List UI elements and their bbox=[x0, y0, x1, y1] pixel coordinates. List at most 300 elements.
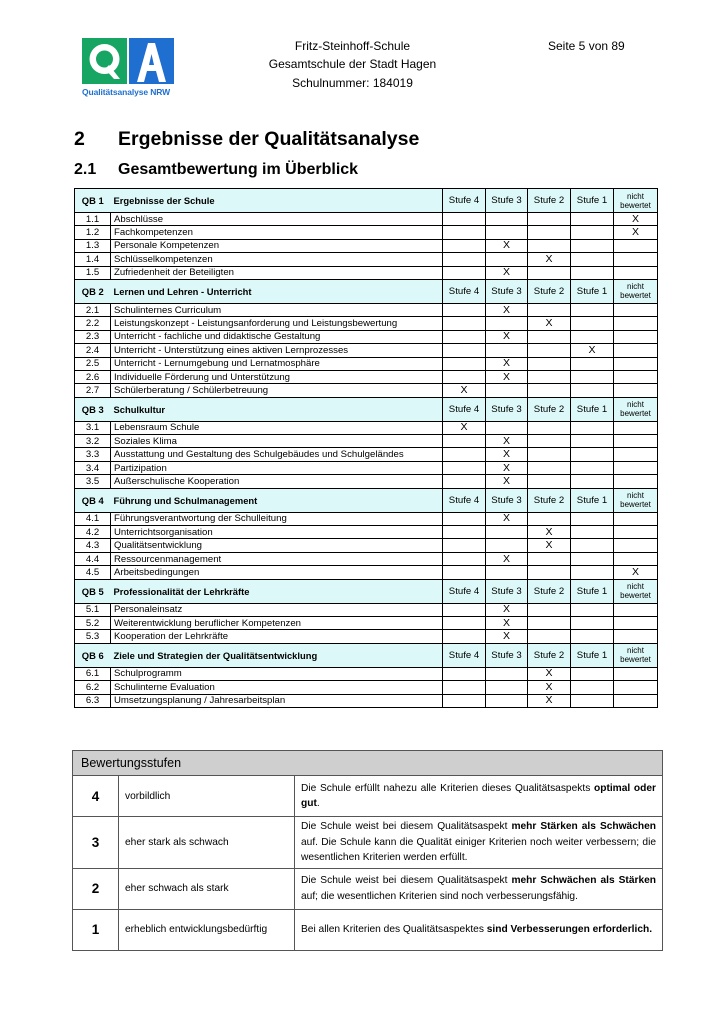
group-code: QB 5 bbox=[75, 579, 111, 603]
rating-cell-empty bbox=[614, 461, 658, 474]
rating-cell-empty bbox=[443, 552, 486, 565]
criterion-name: Schulprogramm bbox=[111, 667, 443, 680]
criterion-name: Personaleinsatz bbox=[111, 603, 443, 616]
rating-cell-empty bbox=[614, 435, 658, 448]
group-header-row bbox=[75, 397, 658, 421]
criterion-row bbox=[75, 603, 658, 616]
rating-cell-empty bbox=[443, 461, 486, 474]
rating-cell-empty bbox=[443, 667, 486, 680]
rating-column-header: nicht bewertet bbox=[614, 488, 658, 512]
rating-mark: X bbox=[486, 303, 528, 316]
criterion-name: Arbeitsbedingungen bbox=[111, 566, 443, 579]
rating-column-header: Stufe 4 bbox=[443, 279, 486, 303]
rating-cell-empty bbox=[443, 253, 486, 266]
rating-cell-empty bbox=[443, 370, 486, 383]
rating-mark: X bbox=[486, 461, 528, 474]
group-code: QB 2 bbox=[75, 279, 111, 303]
rating-cell-empty bbox=[614, 630, 658, 643]
criterion-row bbox=[75, 526, 658, 539]
rating-column-header: Stufe 4 bbox=[443, 643, 486, 667]
criterion-row bbox=[75, 213, 658, 226]
criterion-name: Schülerberatung / Schülerbetreuung bbox=[111, 384, 443, 397]
rating-cell-empty bbox=[486, 213, 528, 226]
criterion-row bbox=[75, 384, 658, 397]
criterion-name: Abschlüsse bbox=[111, 213, 443, 226]
rating-cell-empty bbox=[614, 384, 658, 397]
rating-cell-empty bbox=[528, 512, 571, 525]
rating-mark: X bbox=[486, 475, 528, 488]
rating-cell-empty bbox=[614, 512, 658, 525]
rating-cell-empty bbox=[571, 421, 614, 434]
rating-cell-empty bbox=[528, 630, 571, 643]
rating-cell-empty bbox=[443, 317, 486, 330]
rating-column-header: Stufe 4 bbox=[443, 488, 486, 512]
rating-mark: X bbox=[486, 357, 528, 370]
rating-cell-empty bbox=[571, 512, 614, 525]
criterion-name: Weiterentwicklung beruflicher Kompetenzen bbox=[111, 616, 443, 629]
rating-cell-empty bbox=[443, 694, 486, 707]
rating-cell-empty bbox=[571, 448, 614, 461]
section-title: Ergebnisse der Qualitätsanalyse bbox=[118, 128, 420, 150]
criterion-name: Umsetzungsplanung / Jahresarbeitsplan bbox=[111, 694, 443, 707]
criterion-row bbox=[75, 448, 658, 461]
rating-cell-empty bbox=[443, 357, 486, 370]
rating-mark: X bbox=[528, 526, 571, 539]
rating-cell-empty bbox=[443, 512, 486, 525]
rating-mark: X bbox=[486, 239, 528, 252]
criterion-row bbox=[75, 552, 658, 565]
rating-cell-empty bbox=[443, 266, 486, 279]
rating-cell-empty bbox=[443, 213, 486, 226]
rating-cell-empty bbox=[614, 370, 658, 383]
rating-cell-empty bbox=[528, 357, 571, 370]
criterion-name: Schulinternes Curriculum bbox=[111, 303, 443, 316]
criterion-number: 3.5 bbox=[75, 475, 111, 488]
group-title: Ziele und Strategien der Qualitätsentwicklung bbox=[111, 643, 443, 667]
criterion-number: 4.3 bbox=[75, 539, 111, 552]
legend-level: 3 bbox=[73, 817, 119, 869]
rating-cell-empty bbox=[571, 253, 614, 266]
rating-cell-empty bbox=[443, 344, 486, 357]
criterion-number: 6.1 bbox=[75, 667, 111, 680]
rating-cell-empty bbox=[571, 539, 614, 552]
rating-cell-empty bbox=[571, 226, 614, 239]
rating-mark: X bbox=[614, 213, 658, 226]
rating-cell-empty bbox=[614, 681, 658, 694]
rating-column-header: nicht bewertet bbox=[614, 189, 658, 213]
criterion-row bbox=[75, 539, 658, 552]
rating-cell-empty bbox=[571, 213, 614, 226]
legend-row bbox=[73, 776, 663, 817]
rating-mark: X bbox=[528, 253, 571, 266]
rating-mark: X bbox=[614, 566, 658, 579]
page-number: Seite 5 von 89 bbox=[548, 39, 625, 53]
rating-cell-empty bbox=[614, 475, 658, 488]
rating-cell-empty bbox=[571, 552, 614, 565]
legend-level: 1 bbox=[73, 909, 119, 950]
school-name: Fritz-Steinhoff-Schule bbox=[294, 39, 411, 53]
desc-text: Die Schule weist bei diesem Qualitätsaspekt bbox=[301, 821, 512, 832]
rating-cell-empty bbox=[443, 448, 486, 461]
criterion-name: Unterricht - Unterstützung eines aktiven Lernprozesses bbox=[111, 344, 443, 357]
rating-cell-empty bbox=[571, 461, 614, 474]
rating-cell-empty bbox=[528, 616, 571, 629]
rating-cell-empty bbox=[614, 253, 658, 266]
legend-row bbox=[73, 909, 663, 950]
rating-mark: X bbox=[443, 421, 486, 434]
criterion-row bbox=[75, 667, 658, 680]
rating-cell-empty bbox=[571, 694, 614, 707]
legend-label: eher stark als schwach bbox=[119, 817, 295, 869]
criterion-row bbox=[75, 317, 658, 330]
rating-cell-empty bbox=[443, 226, 486, 239]
subsection-heading bbox=[74, 161, 358, 179]
rating-column-header: Stufe 2 bbox=[528, 397, 571, 421]
group-title: Professionalität der Lehrkräfte bbox=[111, 579, 443, 603]
criterion-name: Personale Kompetenzen bbox=[111, 239, 443, 252]
legend-label: eher schwach als stark bbox=[119, 868, 295, 909]
group-code: QB 6 bbox=[75, 643, 111, 667]
legend-description bbox=[295, 909, 663, 950]
legend-description bbox=[295, 817, 663, 869]
rating-mark: X bbox=[486, 512, 528, 525]
rating-cell-empty bbox=[528, 566, 571, 579]
criterion-number: 2.2 bbox=[75, 317, 111, 330]
rating-column-header: Stufe 2 bbox=[528, 579, 571, 603]
rating-column-header: Stufe 4 bbox=[443, 397, 486, 421]
legend-level: 4 bbox=[73, 776, 119, 817]
subsection-title: Gesamtbewertung im Überblick bbox=[118, 161, 359, 178]
rating-column-header: Stufe 3 bbox=[486, 488, 528, 512]
group-header-row bbox=[75, 279, 658, 303]
rating-column-header: Stufe 1 bbox=[571, 189, 614, 213]
rating-cell-empty bbox=[486, 344, 528, 357]
rating-cell-empty bbox=[571, 330, 614, 343]
desc-text: Die Schule weist bei diesem Qualitätsaspekt bbox=[301, 875, 512, 886]
rating-cell-empty bbox=[486, 384, 528, 397]
criterion-row bbox=[75, 253, 658, 266]
rating-cell-empty bbox=[571, 370, 614, 383]
criterion-row bbox=[75, 630, 658, 643]
desc-text: auf; die wesentlichen Kriterien sind noch verbesserungsfähig. bbox=[301, 890, 578, 902]
rating-column-header: Stufe 3 bbox=[486, 189, 528, 213]
criterion-number: 5.2 bbox=[75, 616, 111, 629]
desc-emphasis: mehr Schwächen als Stärken bbox=[511, 875, 656, 886]
desc-emphasis: sind Verbesserungen erforderlich. bbox=[486, 923, 653, 935]
rating-mark: X bbox=[486, 630, 528, 643]
rating-cell-empty bbox=[614, 667, 658, 680]
legend-row bbox=[73, 868, 663, 909]
legend-title: Bewertungsstufen bbox=[73, 751, 663, 776]
rating-column-header: Stufe 3 bbox=[486, 279, 528, 303]
rating-cell-empty bbox=[486, 667, 528, 680]
rating-column-header: Stufe 2 bbox=[528, 643, 571, 667]
desc-text: . bbox=[316, 798, 320, 809]
criterion-row bbox=[75, 694, 658, 707]
legend-label: erheblich entwicklungsbedürftig bbox=[119, 909, 295, 950]
criterion-row bbox=[75, 344, 658, 357]
rating-cell-empty bbox=[614, 239, 658, 252]
criterion-name: Individuelle Förderung und Unterstützung bbox=[111, 370, 443, 383]
rating-column-header: Stufe 3 bbox=[486, 579, 528, 603]
criterion-number: 4.4 bbox=[75, 552, 111, 565]
rating-cell-empty bbox=[614, 303, 658, 316]
rating-cell-empty bbox=[486, 694, 528, 707]
rating-mark: X bbox=[486, 603, 528, 616]
criterion-number: 1.5 bbox=[75, 266, 111, 279]
rating-mark: X bbox=[528, 694, 571, 707]
criterion-name: Führungsverantwortung der Schulleitung bbox=[111, 512, 443, 525]
legend-row bbox=[73, 817, 663, 869]
criterion-name: Zufriedenheit der Beteiligten bbox=[111, 266, 443, 279]
criterion-name: Soziales Klima bbox=[111, 435, 443, 448]
rating-column-header: Stufe 2 bbox=[528, 279, 571, 303]
criterion-row bbox=[75, 435, 658, 448]
criterion-name: Kooperation der Lehrkräfte bbox=[111, 630, 443, 643]
criterion-row bbox=[75, 461, 658, 474]
criterion-row bbox=[75, 475, 658, 488]
desc-text: Bei allen Kriterien des Qualitätsaspektes bbox=[301, 923, 487, 935]
rating-cell-empty bbox=[443, 603, 486, 616]
rating-cell-empty bbox=[443, 303, 486, 316]
criterion-number: 2.4 bbox=[75, 344, 111, 357]
rating-mark: X bbox=[614, 226, 658, 239]
criterion-number: 1.3 bbox=[75, 239, 111, 252]
criterion-row bbox=[75, 421, 658, 434]
group-title: Ergebnisse der Schule bbox=[111, 189, 443, 213]
desc-text: Die Schule erfüllt nahezu alle Kriterien dieses Qualitätsaspekts bbox=[301, 782, 594, 794]
rating-cell-empty bbox=[571, 317, 614, 330]
rating-cell-empty bbox=[614, 539, 658, 552]
rating-cell-empty bbox=[571, 357, 614, 370]
rating-mark: X bbox=[571, 344, 614, 357]
rating-cell-empty bbox=[571, 667, 614, 680]
group-code: QB 4 bbox=[75, 488, 111, 512]
desc-emphasis: mehr Stärken als Schwächen bbox=[511, 821, 656, 832]
rating-column-header: Stufe 1 bbox=[571, 643, 614, 667]
criterion-name: Ausstattung und Gestaltung des Schulgebäudes und Schulgeländes bbox=[111, 448, 443, 461]
rating-cell-empty bbox=[614, 552, 658, 565]
rating-cell-empty bbox=[443, 681, 486, 694]
rating-column-header: Stufe 2 bbox=[528, 488, 571, 512]
criterion-number: 1.1 bbox=[75, 213, 111, 226]
criterion-name: Ressourcenmanagement bbox=[111, 552, 443, 565]
rating-cell-empty bbox=[443, 616, 486, 629]
rating-mark: X bbox=[528, 681, 571, 694]
criterion-name: Unterrichtsorganisation bbox=[111, 526, 443, 539]
rating-cell-empty bbox=[614, 616, 658, 629]
rating-column-header: Stufe 1 bbox=[571, 279, 614, 303]
criterion-row bbox=[75, 370, 658, 383]
legend-label: vorbildlich bbox=[119, 776, 295, 817]
rating-mark: X bbox=[443, 384, 486, 397]
rating-cell-empty bbox=[528, 266, 571, 279]
rating-legend-table bbox=[72, 750, 663, 951]
rating-cell-empty bbox=[528, 461, 571, 474]
rating-cell-empty bbox=[528, 370, 571, 383]
rating-cell-empty bbox=[486, 253, 528, 266]
rating-cell-empty bbox=[486, 421, 528, 434]
rating-cell-empty bbox=[443, 239, 486, 252]
criterion-name: Schlüsselkompetenzen bbox=[111, 253, 443, 266]
rating-cell-empty bbox=[571, 616, 614, 629]
rating-cell-empty bbox=[571, 681, 614, 694]
rating-cell-empty bbox=[443, 630, 486, 643]
rating-cell-empty bbox=[486, 226, 528, 239]
rating-column-header: nicht bewertet bbox=[614, 397, 658, 421]
rating-cell-empty bbox=[571, 303, 614, 316]
group-title: Schulkultur bbox=[111, 397, 443, 421]
rating-column-header: Stufe 3 bbox=[486, 643, 528, 667]
desc-emphasis: optimal oder gut bbox=[301, 782, 657, 809]
rating-mark: X bbox=[486, 552, 528, 565]
rating-cell-empty bbox=[614, 448, 658, 461]
criterion-number: 2.6 bbox=[75, 370, 111, 383]
school-number: Schulnummer: 184019 bbox=[292, 76, 413, 90]
criterion-number: 6.2 bbox=[75, 681, 111, 694]
criterion-row bbox=[75, 681, 658, 694]
rating-cell-empty bbox=[528, 475, 571, 488]
criterion-number: 2.1 bbox=[75, 303, 111, 316]
rating-cell-empty bbox=[528, 384, 571, 397]
quality-results-table bbox=[74, 188, 658, 708]
criterion-name: Schulinterne Evaluation bbox=[111, 681, 443, 694]
criterion-row bbox=[75, 566, 658, 579]
criterion-row bbox=[75, 357, 658, 370]
rating-mark: X bbox=[486, 370, 528, 383]
rating-cell-empty bbox=[528, 421, 571, 434]
rating-cell-empty bbox=[571, 239, 614, 252]
rating-column-header: Stufe 4 bbox=[443, 189, 486, 213]
rating-mark: X bbox=[486, 448, 528, 461]
criterion-row bbox=[75, 266, 658, 279]
legend-description bbox=[295, 868, 663, 909]
criterion-number: 4.5 bbox=[75, 566, 111, 579]
rating-cell-empty bbox=[614, 603, 658, 616]
rating-mark: X bbox=[528, 667, 571, 680]
section-heading bbox=[74, 128, 419, 151]
criterion-number: 3.2 bbox=[75, 435, 111, 448]
group-header-row bbox=[75, 579, 658, 603]
criterion-number: 6.3 bbox=[75, 694, 111, 707]
logo-caption: Qualitätsanalyse NRW bbox=[82, 87, 171, 97]
criterion-number: 4.1 bbox=[75, 512, 111, 525]
criterion-number: 2.5 bbox=[75, 357, 111, 370]
criterion-number: 2.3 bbox=[75, 330, 111, 343]
criterion-number: 1.4 bbox=[75, 253, 111, 266]
criterion-name: Partizipation bbox=[111, 461, 443, 474]
group-header-row bbox=[75, 488, 658, 512]
rating-cell-empty bbox=[528, 435, 571, 448]
rating-cell-empty bbox=[443, 539, 486, 552]
criterion-number: 3.3 bbox=[75, 448, 111, 461]
rating-cell-empty bbox=[528, 239, 571, 252]
rating-column-header: nicht bewertet bbox=[614, 643, 658, 667]
criterion-number: 1.2 bbox=[75, 226, 111, 239]
legend-description bbox=[295, 776, 663, 817]
rating-cell-empty bbox=[614, 694, 658, 707]
rating-cell-empty bbox=[614, 421, 658, 434]
rating-column-header: Stufe 1 bbox=[571, 579, 614, 603]
criterion-row bbox=[75, 239, 658, 252]
rating-cell-empty bbox=[614, 330, 658, 343]
criterion-name: Lebensraum Schule bbox=[111, 421, 443, 434]
criterion-name: Qualitätsentwicklung bbox=[111, 539, 443, 552]
group-title: Lernen und Lehren - Unterricht bbox=[111, 279, 443, 303]
rating-cell-empty bbox=[614, 357, 658, 370]
rating-cell-empty bbox=[614, 266, 658, 279]
criterion-row bbox=[75, 303, 658, 316]
section-number: 2 bbox=[74, 128, 85, 150]
rating-mark: X bbox=[528, 539, 571, 552]
rating-column-header: Stufe 2 bbox=[528, 189, 571, 213]
legend-level: 2 bbox=[73, 868, 119, 909]
desc-text: auf. Die Schule kann die Qualität einiger Kriterien noch weiter verbessern; die wesentlichen Kriterien werden erfüllt. bbox=[301, 836, 657, 863]
rating-cell-empty bbox=[443, 475, 486, 488]
rating-cell-empty bbox=[528, 330, 571, 343]
school-type: Gesamtschule der Stadt Hagen bbox=[268, 57, 437, 71]
rating-column-header: Stufe 3 bbox=[486, 397, 528, 421]
rating-column-header: nicht bewertet bbox=[614, 279, 658, 303]
rating-cell-empty bbox=[571, 566, 614, 579]
rating-column-header: Stufe 1 bbox=[571, 488, 614, 512]
rating-cell-empty bbox=[486, 539, 528, 552]
group-title: Führung und Schulmanagement bbox=[111, 488, 443, 512]
rating-mark: X bbox=[486, 266, 528, 279]
rating-cell-empty bbox=[486, 317, 528, 330]
rating-cell-empty bbox=[528, 552, 571, 565]
criterion-number: 3.4 bbox=[75, 461, 111, 474]
rating-cell-empty bbox=[571, 526, 614, 539]
rating-cell-empty bbox=[443, 330, 486, 343]
rating-cell-empty bbox=[528, 226, 571, 239]
rating-cell-empty bbox=[528, 303, 571, 316]
criterion-name: Fachkompetenzen bbox=[111, 226, 443, 239]
group-code: QB 1 bbox=[75, 189, 111, 213]
criterion-number: 5.3 bbox=[75, 630, 111, 643]
criterion-name: Unterricht - Lernumgebung und Lernatmosphäre bbox=[111, 357, 443, 370]
criterion-number: 4.2 bbox=[75, 526, 111, 539]
rating-mark: X bbox=[486, 330, 528, 343]
rating-cell-empty bbox=[486, 566, 528, 579]
criterion-number: 3.1 bbox=[75, 421, 111, 434]
criterion-number: 2.7 bbox=[75, 384, 111, 397]
rating-cell-empty bbox=[571, 603, 614, 616]
criterion-name: Unterricht - fachliche und didaktische Gestaltung bbox=[111, 330, 443, 343]
rating-cell-empty bbox=[614, 317, 658, 330]
rating-cell-empty bbox=[443, 526, 486, 539]
criterion-name: Außerschulische Kooperation bbox=[111, 475, 443, 488]
rating-cell-empty bbox=[528, 448, 571, 461]
rating-cell-empty bbox=[571, 266, 614, 279]
rating-column-header: Stufe 4 bbox=[443, 579, 486, 603]
subsection-number: 2.1 bbox=[74, 161, 97, 178]
rating-cell-empty bbox=[443, 566, 486, 579]
rating-column-header: Stufe 1 bbox=[571, 397, 614, 421]
rating-cell-empty bbox=[571, 435, 614, 448]
criterion-row bbox=[75, 226, 658, 239]
rating-cell-empty bbox=[528, 213, 571, 226]
criterion-row bbox=[75, 512, 658, 525]
rating-cell-empty bbox=[528, 603, 571, 616]
rating-mark: X bbox=[486, 616, 528, 629]
rating-cell-empty bbox=[443, 435, 486, 448]
rating-cell-empty bbox=[614, 344, 658, 357]
rating-cell-empty bbox=[571, 630, 614, 643]
rating-cell-empty bbox=[486, 526, 528, 539]
group-header-row bbox=[75, 189, 658, 213]
group-header-row bbox=[75, 643, 658, 667]
